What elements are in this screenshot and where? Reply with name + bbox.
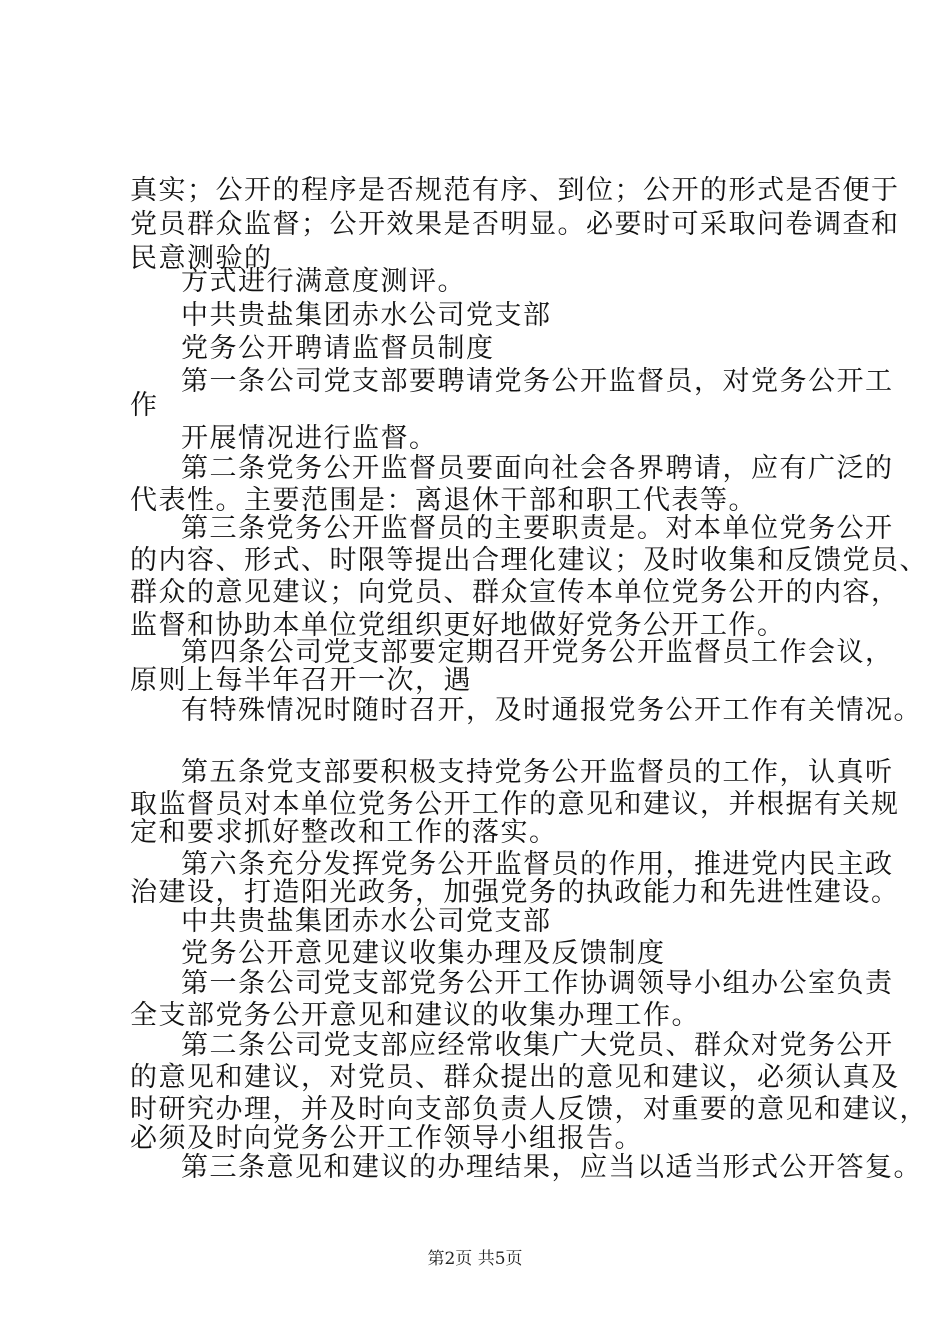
text-line: 党员群众监督；公开效果是否明显。必要时可采取问卷调查和 <box>130 209 900 240</box>
text-line: 真实；公开的程序是否规范有序、到位；公开的形式是否便于 <box>130 175 900 206</box>
text-line: 作 <box>130 390 159 421</box>
text-line: 的内容、形式、时限等提出合理化建议；及时收集和反馈党员、 <box>130 545 928 576</box>
text-line: 有特殊情况时随时召开，及时通报党务公开工作有关情况。 <box>181 695 922 726</box>
text-line: 第五条党支部要积极支持党务公开监督员的工作，认真听 <box>181 757 894 788</box>
text-line: 第六条充分发挥党务公开监督员的作用，推进党内民主政 <box>181 849 894 880</box>
text-line: 群众的意见建议；向党员、群众宣传本单位党务公开的内容， <box>130 577 900 608</box>
text-line: 监督和协助本单位党组织更好地做好党务公开工作。 <box>130 610 786 641</box>
text-line: 第二条党务公开监督员要面向社会各界聘请，应有广泛的 <box>181 453 894 484</box>
section-title: 党务公开聘请监督员制度 <box>181 333 495 364</box>
org-signature: 中共贵盐集团赤水公司党支部 <box>181 906 552 937</box>
text-line: 定和要求抓好整改和工作的落实。 <box>130 817 558 848</box>
text-line: 时研究办理，并及时向支部负责人反馈，对重要的意见和建议， <box>130 1094 928 1125</box>
text-line: 全支部党务公开意见和建议的收集办理工作。 <box>130 1000 700 1031</box>
text-line: 方式进行满意度测评。 <box>181 266 466 297</box>
text-line: 第二条公司党支部应经常收集广大党员、群众对党务公开 <box>181 1030 894 1061</box>
text-line: 第四条公司党支部要定期召开党务公开监督员工作会议， <box>181 637 894 668</box>
text-line: 第三条党务公开监督员的主要职责是。对本单位党务公开 <box>181 513 894 544</box>
text-line: 必须及时向党务公开工作领导小组报告。 <box>130 1123 643 1154</box>
text-line: 第三条意见和建议的办理结果，应当以适当形式公开答复。 <box>181 1152 922 1183</box>
text-line: 代表性。主要范围是：离退休干部和职工代表等。 <box>130 485 757 516</box>
text-line: 开展情况进行监督。 <box>181 423 438 454</box>
text-line: 的意见和建议，对党员、群众提出的意见和建议，必须认真及 <box>130 1062 900 1093</box>
text-line: 民意测验的 <box>130 243 273 274</box>
text-line: 第一条公司党支部要聘请党务公开监督员，对党务公开工 <box>181 366 894 397</box>
text-line: 治建设，打造阳光政务，加强党务的执政能力和先进性建设。 <box>130 877 900 908</box>
page-number: 第2页 共5页 <box>427 1249 523 1269</box>
section-title: 党务公开意见建议收集办理及反馈制度 <box>181 938 666 969</box>
text-line: 原则上每半年召开一次，遇 <box>130 665 472 696</box>
text-line: 第一条公司党支部党务公开工作协调领导小组办公室负责 <box>181 968 894 999</box>
org-signature: 中共贵盐集团赤水公司党支部 <box>181 300 552 331</box>
text-line: 取监督员对本单位党务公开工作的意见和建议，并根据有关规 <box>130 789 900 820</box>
